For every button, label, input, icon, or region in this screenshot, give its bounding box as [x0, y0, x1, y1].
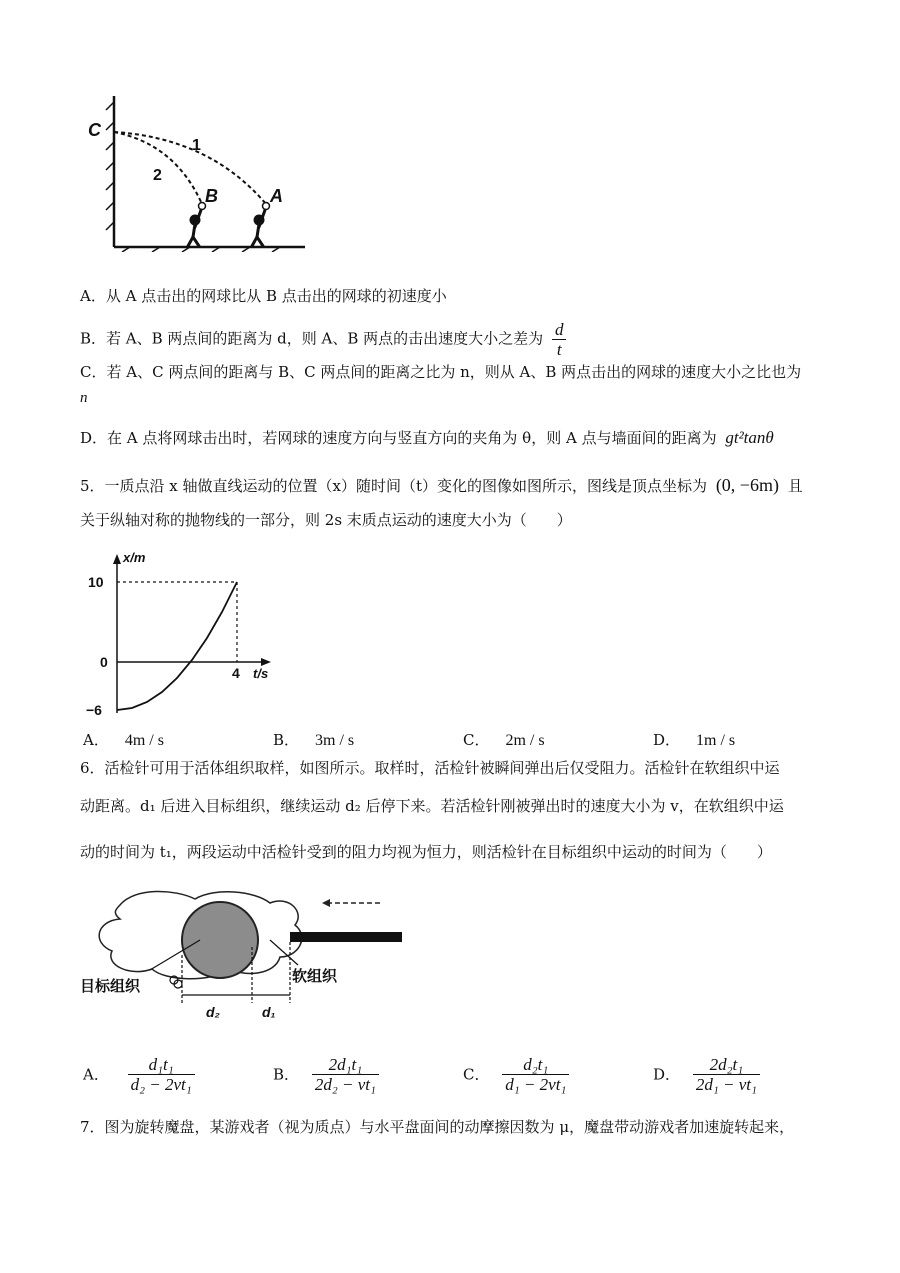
q4-option-d-formula: gt²tanθ	[725, 428, 774, 447]
fraction-numerator: d	[552, 320, 567, 340]
player-b	[188, 210, 201, 246]
option-letter: B．	[273, 1065, 300, 1084]
q6-stem-line3: 动的时间为 t₁，两段运动中活检针受到的阻力均视为恒力，则活检针在目标组织中运动的时间为（ ）	[80, 843, 772, 861]
q4-option-c-cont: n	[80, 390, 88, 406]
trajectory-1	[114, 132, 266, 204]
d2-label: d₂	[206, 1004, 220, 1020]
d1-label: d₁	[262, 1004, 276, 1020]
q4-option-d-text: D．在 A 点将网球击出时，若网球的速度方向与竖直方向的夹角为 θ，则 A 点与墙面间的距离为	[80, 429, 717, 447]
option-letter: C．	[463, 1065, 490, 1084]
q5-stem-line2: 关于纵轴对称的抛物线的一部分，则 2s 末质点运动的速度大小为（ ）	[80, 511, 572, 529]
parabola-series	[117, 582, 237, 710]
q5-stem-text: 5．一质点沿 x 轴做直线运动的位置（x）随时间（t）变化的图像如图所示，图线是顶点坐标为	[80, 477, 708, 495]
label-1: 1	[192, 137, 201, 154]
x-tick-label-4: 4	[232, 665, 240, 681]
q4-option-b-fraction	[552, 320, 567, 359]
y-axis-label: x/m	[123, 550, 146, 565]
q7-stem-line1: 7．图为旋转魔盘，某游戏者（视为质点）与水平盘面间的动摩擦因数为 μ，魔盘带动游戏者加速旋转起来，	[80, 1118, 795, 1136]
q4-option-b-text: B．若 A、B 两点间的距离为 d，则 A、B 两点的击出速度大小之差为	[80, 329, 544, 348]
player-a	[252, 210, 265, 246]
q6-option-c[interactable]	[463, 1055, 569, 1094]
option-letter: C．	[463, 731, 490, 749]
soft-tissue-label: 软组织	[292, 968, 338, 985]
option-letter: A．	[83, 1065, 109, 1084]
q5-option-c[interactable]	[463, 730, 545, 751]
option-value: 4m / s	[124, 732, 164, 749]
q4-option-d[interactable]	[80, 428, 774, 448]
option-letter: B．	[273, 731, 300, 749]
fraction-numerator: d₂t₁	[502, 1055, 569, 1075]
option-letter: D．	[653, 1065, 681, 1084]
y-tick-label-neg6: −6	[86, 702, 102, 718]
option-value: 1m / s	[696, 732, 736, 749]
q6-option-d[interactable]	[653, 1055, 760, 1094]
q5-vertex: (0, −6m)	[715, 475, 779, 495]
q4-option-c[interactable]: C．若 A、C 两点间的距离与 B、C 两点间的距离之比为 n，则从 A、B 两点击出的网球的速度大小之比也为	[80, 363, 802, 381]
fraction-denominator: d₁ − 2vt₁	[505, 1075, 567, 1094]
fraction-numerator: d₁t₁	[128, 1055, 195, 1075]
option-value: 2m / s	[505, 732, 545, 749]
biopsy-needle	[290, 932, 402, 942]
q5-option-b[interactable]	[273, 730, 354, 751]
q4-option-b[interactable]	[80, 320, 566, 359]
fraction-numerator: 2d₂t₁	[693, 1055, 760, 1075]
q5-option-d[interactable]	[653, 730, 735, 751]
option-value: 3m / s	[315, 732, 355, 749]
q6-stem-line1: 6．活检针可用于活体组织取样，如图所示。取样时，活检针被瞬间弹出后仅受阻力。活检针在软组织中运	[80, 759, 780, 777]
fraction-denominator: 2d₂ − vt₁	[314, 1075, 376, 1094]
fraction-numerator: 2d₁t₁	[312, 1055, 379, 1075]
y-tick-label-0: 0	[100, 654, 108, 670]
q6-option-b[interactable]	[273, 1055, 379, 1094]
xt-graph	[80, 548, 280, 718]
y-tick-label-10: 10	[88, 574, 104, 590]
q5-stem-line1	[80, 475, 803, 496]
q5-option-a[interactable]	[83, 730, 164, 751]
fraction-denominator: d₂ − 2vt₁	[130, 1075, 192, 1094]
target-tissue	[182, 902, 258, 978]
fraction-denominator: 2d₁ − vt₁	[695, 1075, 757, 1094]
option-letter: D．	[653, 731, 681, 749]
target-tissue-label: 目标组织	[80, 978, 141, 995]
label-c: C	[88, 120, 101, 140]
x-axis-label: t/s	[253, 666, 269, 681]
fraction-denominator: t	[556, 340, 562, 359]
y-axis-arrow	[113, 554, 121, 564]
q4-option-a[interactable]: A．从 A 点击出的网球比从 B 点击出的网球的初速度小	[80, 287, 447, 305]
label-a: A	[270, 186, 283, 206]
q6-option-a[interactable]	[83, 1055, 195, 1094]
q6-stem-line2: 动距离。d₁ 后进入目标组织，继续运动 d₂ 后停下来。若活检针刚被弹出时的速度大小为 v，在软组织中运	[80, 797, 784, 815]
label-2: 2	[153, 167, 162, 184]
label-b: B	[205, 186, 218, 206]
x-axis-arrow	[261, 658, 271, 666]
tennis-trajectory-figure	[80, 92, 310, 252]
option-letter: A．	[83, 731, 109, 749]
biopsy-needle-figure	[80, 885, 420, 1030]
ball-a	[263, 203, 270, 210]
q5-stem-end: 且	[787, 477, 803, 495]
